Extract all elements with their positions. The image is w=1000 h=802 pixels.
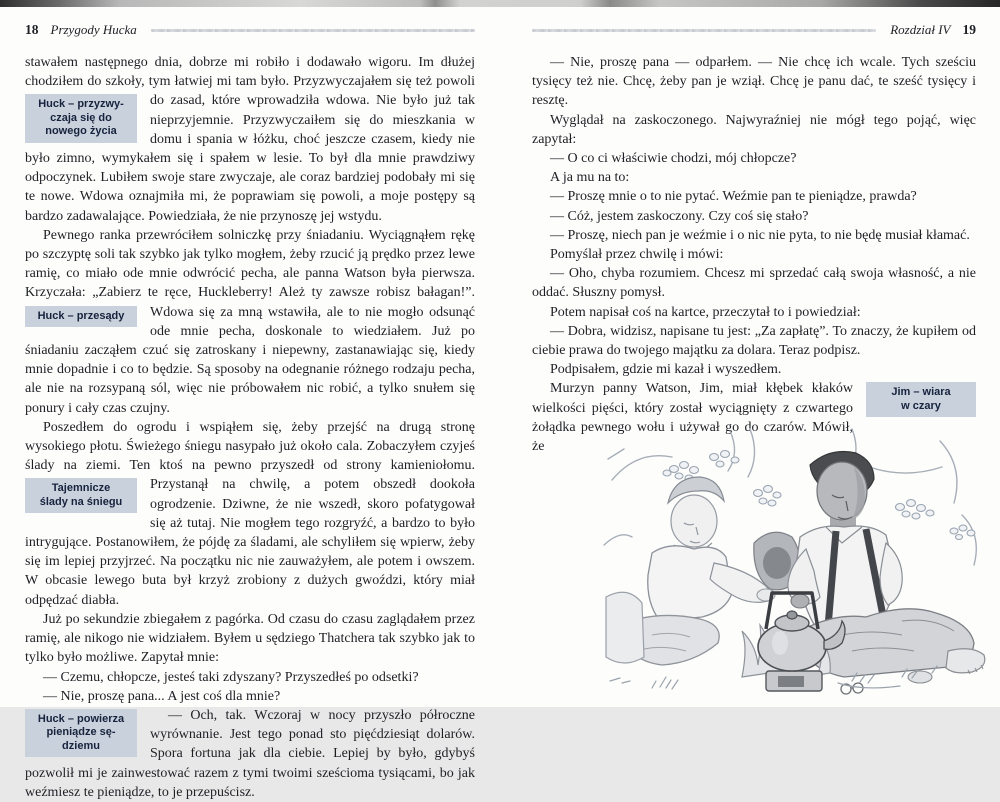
paragraph-text: Murzyn panny Watson, Jim, miał kłębek kłaków wielkości pięści, który został wyciągnięty z czwartego żołądka pewnego wołu i używał go do czarów. Mówił, że bbox=[532, 381, 853, 455]
margin-note-line: w czary bbox=[901, 399, 941, 412]
page-right bbox=[500, 7, 1000, 707]
margin-note-line: Jim – wiara bbox=[891, 386, 951, 399]
paragraph-text: Pewnego ranka przewróciłem solniczkę przy śniadaniu. Wyciągnąłem rękę po szczyptę soli tak szybko jak tylko mogłem, żeby rzucić ją prędko przez lewe ramię, co miało ode mnie odwrócić pecha, ale panna Watson była pierwsza. Krzyczała: „Zabierz te ręce, Huckleberry! Ależ ty zawsze robisz bałagan!”. bbox=[25, 227, 475, 301]
kettle-knob bbox=[787, 611, 797, 619]
stove-opening bbox=[778, 676, 804, 687]
book-top-edge bbox=[0, 0, 1000, 7]
huck-side-blob bbox=[606, 592, 644, 663]
margin-note-money bbox=[25, 709, 137, 758]
margin-note-line: Huck – powierza bbox=[37, 712, 125, 725]
jim-foot-2 bbox=[908, 671, 932, 683]
figure-huck bbox=[606, 477, 775, 665]
page-number-right: 19 bbox=[962, 22, 976, 37]
dialogue-line: — Czemu, chłopcze, jesteś taki zdyszany? Przyszedłeś po odsetki? bbox=[43, 669, 419, 685]
dialogue-line: — Cóż, jestem zaskoczony. Czy coś się stało? bbox=[550, 208, 809, 224]
margin-note-superstitions bbox=[25, 306, 137, 328]
margin-note-jim-magic bbox=[866, 382, 976, 417]
page-left bbox=[0, 7, 500, 800]
margin-note-new-life bbox=[25, 94, 137, 143]
header-rule-right bbox=[532, 29, 876, 32]
jim-arm-right bbox=[880, 543, 902, 605]
dialogue-line: — Oho, chyba rozumiem. Chcesz mi sprzedać całą swoja własność, a nie oddać. Słuszny pomysł. bbox=[532, 266, 976, 301]
jim-foot bbox=[946, 649, 985, 673]
paragraph bbox=[25, 706, 475, 802]
paragraph: Już po sekundzie zbiegałem z pagórka. Od czasu do czasu zaglądałem przez ramię, ale nikogo nie widziałem. Byłem u sędziego Thatchera tak szybko jak to tylko było możliwe. Zapytał mnie: bbox=[25, 611, 475, 666]
margin-note-line: ślady na śniegu bbox=[39, 495, 123, 508]
page-left-text bbox=[25, 53, 475, 802]
jim-hand bbox=[791, 594, 809, 608]
paragraph: Podpisałem, gdzie mi kazał i wyszedłem. bbox=[550, 362, 782, 378]
dialogue-line: — Proszę mnie o to nie pytać. Weźmie pan te pieniądze, prawda? bbox=[550, 189, 917, 205]
dialogue-line: — Nie, proszę pana... A jest coś dla mnie? bbox=[43, 688, 281, 704]
margin-note-footprints bbox=[25, 478, 137, 513]
dialogue-line: — O co ci właściwie chodzi, mój chłopcze? bbox=[550, 151, 797, 167]
page-right-text bbox=[532, 53, 976, 456]
running-title-left: Przygody Hucka bbox=[50, 22, 137, 37]
margin-note-line: Tajemnicze bbox=[51, 482, 111, 495]
paragraph-text: stawałem następnego dnia, dobrze mi robiło i dodawało wigoru. Im dłużej chodziłem do szkoły, tym łatwiej mi tam było. Przyzwyczajałem się też powoli bbox=[25, 55, 475, 90]
dialogue-line: — Nie, proszę pana — odparłem. — Nie chcę ich wcale. Tych sześciu tysięcy też nie. Chcę, żeby pan je wziął. Chcę je panu dać, te sześć tysięcy i resztę. bbox=[532, 55, 976, 109]
paragraph bbox=[25, 53, 475, 226]
paragraph bbox=[25, 226, 475, 418]
paragraph bbox=[25, 418, 475, 610]
margin-note-line: Huck – przyzwy- bbox=[38, 98, 124, 111]
paragraph-text: do zasad, które wprowadziła wdowa. Nie było już tak nieprzyjemnie. Przyzwyczaiłem się do mieszkania w domu i spania w łóżku, choć jeszcze czasem, kiedy nie było zimno, wymykałem się i spałem w lesie. To był dla mnie prawdziwy odpoczynek. Lubiłem swoje stare zwyczaje, ale coraz bardziej podobały mi się te nowe. Wdowa oznajmiła mi, że poprawiam się powoli, a moje postępy są bardzo zadawalające. Powiedziała, że nie przynoszę jej wstydu. bbox=[25, 93, 475, 224]
margin-note-line: czaja się do bbox=[50, 111, 112, 124]
page-number-left: 18 bbox=[25, 22, 39, 37]
paragraph: Pomyślał przez chwilę i mówi: bbox=[550, 247, 724, 263]
paragraph: A ja mu na to: bbox=[550, 170, 630, 186]
header-rule-left bbox=[151, 29, 475, 32]
margin-note-line: dziemu bbox=[62, 739, 100, 752]
paragraph-text: Poszedłem do ogrodu i wspiąłem się, żeby przejść na drugą stronę wysokiego płotu. Świeżego śniegu nasypało już około cala. Zobaczyłem czyjeś ślady na ziemi. Ten ktoś na pewno przyszedł od strony kamieniołomu. bbox=[25, 419, 475, 474]
page-right-header bbox=[532, 21, 976, 39]
paragraph-text: — Och, tak. Wczoraj w nocy przyszło półroczne wyrównanie. Jest tego ponad sto pięćdziesiąt dolarów. Spora fortuna jak dla ciebie. Lepiej by było, gdybyś pozwolił mi je zainwestować razem z tymi twoimi sześcioma tysiącami, bo jak weźmiesz te pieniądze, to je przepuścisz. bbox=[25, 707, 475, 800]
huck-head bbox=[671, 495, 717, 547]
dialogue-line: — Dobra, widzisz, napisane tu jest: „Za zapłatę”. To znaczy, że kupiłem od ciebie prawa do twojego majątku za dolara. Teraz podpisz. bbox=[532, 323, 976, 359]
paragraph-text: Wdowa się za mną wstawiła, ale to nie mogło odsunąć ode mnie pecha, doskonale to wiedziałem. Już po śniadaniu zacząłem czuć się zatroskany i niepewny, zastanawiając się, kiedy mnie dopadnie i co to będzie. Są sposoby na odegnanie różnego rodzaju pecha, ale nie na rozsypaną sól, więc nie próbowałem nic robić, a tylko snułem się ponury i cały czas czujny. bbox=[25, 304, 475, 416]
page-left-header bbox=[25, 21, 475, 39]
margin-note-line: nowego życia bbox=[45, 125, 117, 138]
paragraph: Wyglądał na zaskoczonego. Najwyraźniej nie mógł tego pojąć, więc zapytał: bbox=[532, 112, 976, 147]
paragraph: Potem napisał coś na kartce, przeczytał to i powiedział: bbox=[550, 304, 861, 320]
margin-note-line: Huck – przesądy bbox=[37, 309, 125, 322]
illustration-huck-and-jim bbox=[602, 423, 998, 705]
margin-note-line: pieniądze sę- bbox=[46, 726, 116, 739]
running-title-right: Rozdział IV bbox=[890, 22, 951, 37]
dialogue-line: — Proszę, niech pan je weźmie i o nic nie pyta, to nie będę musiał kłamać. bbox=[550, 227, 970, 243]
paragraph-text: Przystanął na chwilę, a potem obszedł dookoła ogrodzenie. Dziwne, że nie wszedł, skoro pofatygował się aż tutaj. Nie mogłem tego rozgryźć, a bardzo to było intrygujące. Postanowiłem, że pójdę za śladami, ale schyliłem się wpierw, żeby się im lepiej przyjrzeć. Na początku nic nie zauważyłem, ale potem i owszem. W obcasie lewego buta był krzyż zrobiony z dużych gwoździ, który miał odpędzać diabła. bbox=[25, 477, 475, 608]
